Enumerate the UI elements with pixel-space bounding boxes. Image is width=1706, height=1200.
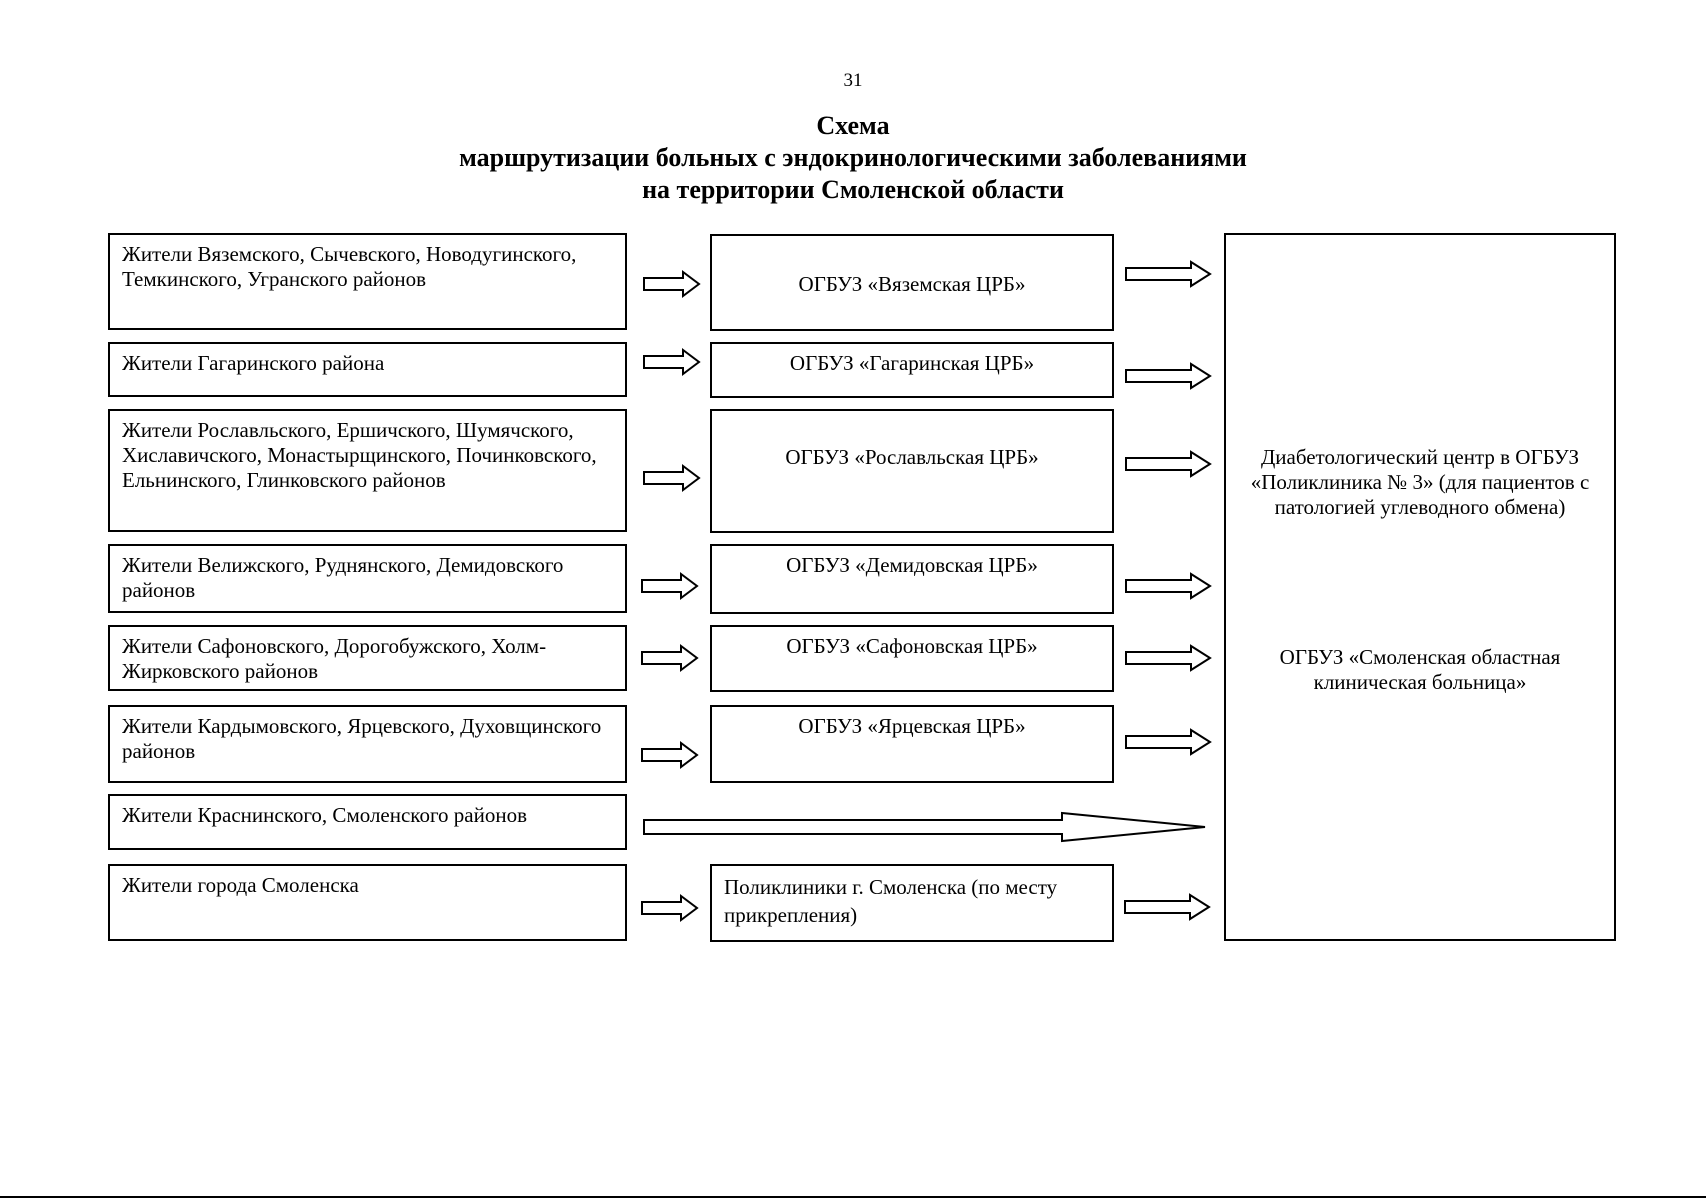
title-line-2: маршрутизации больных с эндокринологическими заболеваниями: [459, 143, 1247, 172]
arrow-right-icon: [644, 466, 699, 490]
page-number: 31: [843, 70, 863, 91]
arrow-right-icon: [1125, 895, 1209, 919]
source-box-demidov: Жители Велижского, Руднянского, Демидовского районов: [108, 544, 627, 613]
mid-box-safonovo-crb: ОГБУЗ «Сафоновская ЦРБ»: [710, 625, 1114, 692]
mid-box-smolensk-polyclinics: Поликлиники г. Смоленска (по месту прикрепления): [710, 864, 1114, 942]
hub-diabetology-center: Диабетологический центр в ОГБУЗ «Поликлиника № 3» (для пациентов с патологией углеводного обмена): [1250, 445, 1590, 519]
bottom-rule: [0, 1196, 1706, 1198]
arrow-right-icon: [1126, 452, 1210, 476]
arrow-right-icon: [1126, 262, 1210, 286]
mid-box-demidov-crb: ОГБУЗ «Демидовская ЦРБ»: [710, 544, 1114, 614]
source-box-krasny: Жители Краснинского, Смоленского районов: [108, 794, 627, 850]
arrow-right-icon: [1126, 646, 1210, 670]
arrow-right-icon: [642, 574, 697, 598]
arrow-right-icon: [642, 646, 697, 670]
mid-box-roslavl-crb: ОГБУЗ «Рославльская ЦРБ»: [710, 409, 1114, 533]
source-box-safonovo: Жители Сафоновского, Дорогобужского, Холм-Жирковского районов: [108, 625, 627, 691]
arrow-right-icon: [1126, 364, 1210, 388]
arrow-right-icon: [642, 896, 697, 920]
source-box-yartsevo: Жители Кардымовского, Ярцевского, Духовщинского районов: [108, 705, 627, 783]
source-box-roslavl: Жители Рославльского, Ершичского, Шумячского, Хиславичского, Монастырщинского, Починковского, Ельнинского, Глинковского районов: [108, 409, 627, 532]
arrow-right-icon: [644, 272, 699, 296]
source-box-vyazma: Жители Вяземского, Сычевского, Новодугинского, Темкинского, Угранского районов: [108, 233, 627, 330]
hub-box: [1224, 233, 1616, 941]
title-line-3: на территории Смоленской области: [642, 175, 1064, 204]
hub-regional-hospital: ОГБУЗ «Смоленская областная клиническая больница»: [1279, 645, 1561, 694]
arrow-right-icon: [1126, 574, 1210, 598]
mid-box-yartsevo-crb: ОГБУЗ «Ярцевская ЦРБ»: [710, 705, 1114, 783]
title-line-1: Схема: [816, 111, 890, 140]
diagram-title: [0, 110, 1706, 206]
source-box-smolensk-city: Жители города Смоленска: [108, 864, 627, 941]
arrow-right-icon: [1126, 730, 1210, 754]
arrow-right-icon: [644, 350, 699, 374]
mid-box-gagarin-crb: ОГБУЗ «Гагаринская ЦРБ»: [710, 342, 1114, 398]
long-arrow-right-icon: [644, 813, 1205, 841]
mid-box-vyazma-crb: ОГБУЗ «Вяземская ЦРБ»: [710, 234, 1114, 331]
arrow-right-icon: [642, 743, 697, 767]
source-box-gagarin: Жители Гагаринского района: [108, 342, 627, 397]
